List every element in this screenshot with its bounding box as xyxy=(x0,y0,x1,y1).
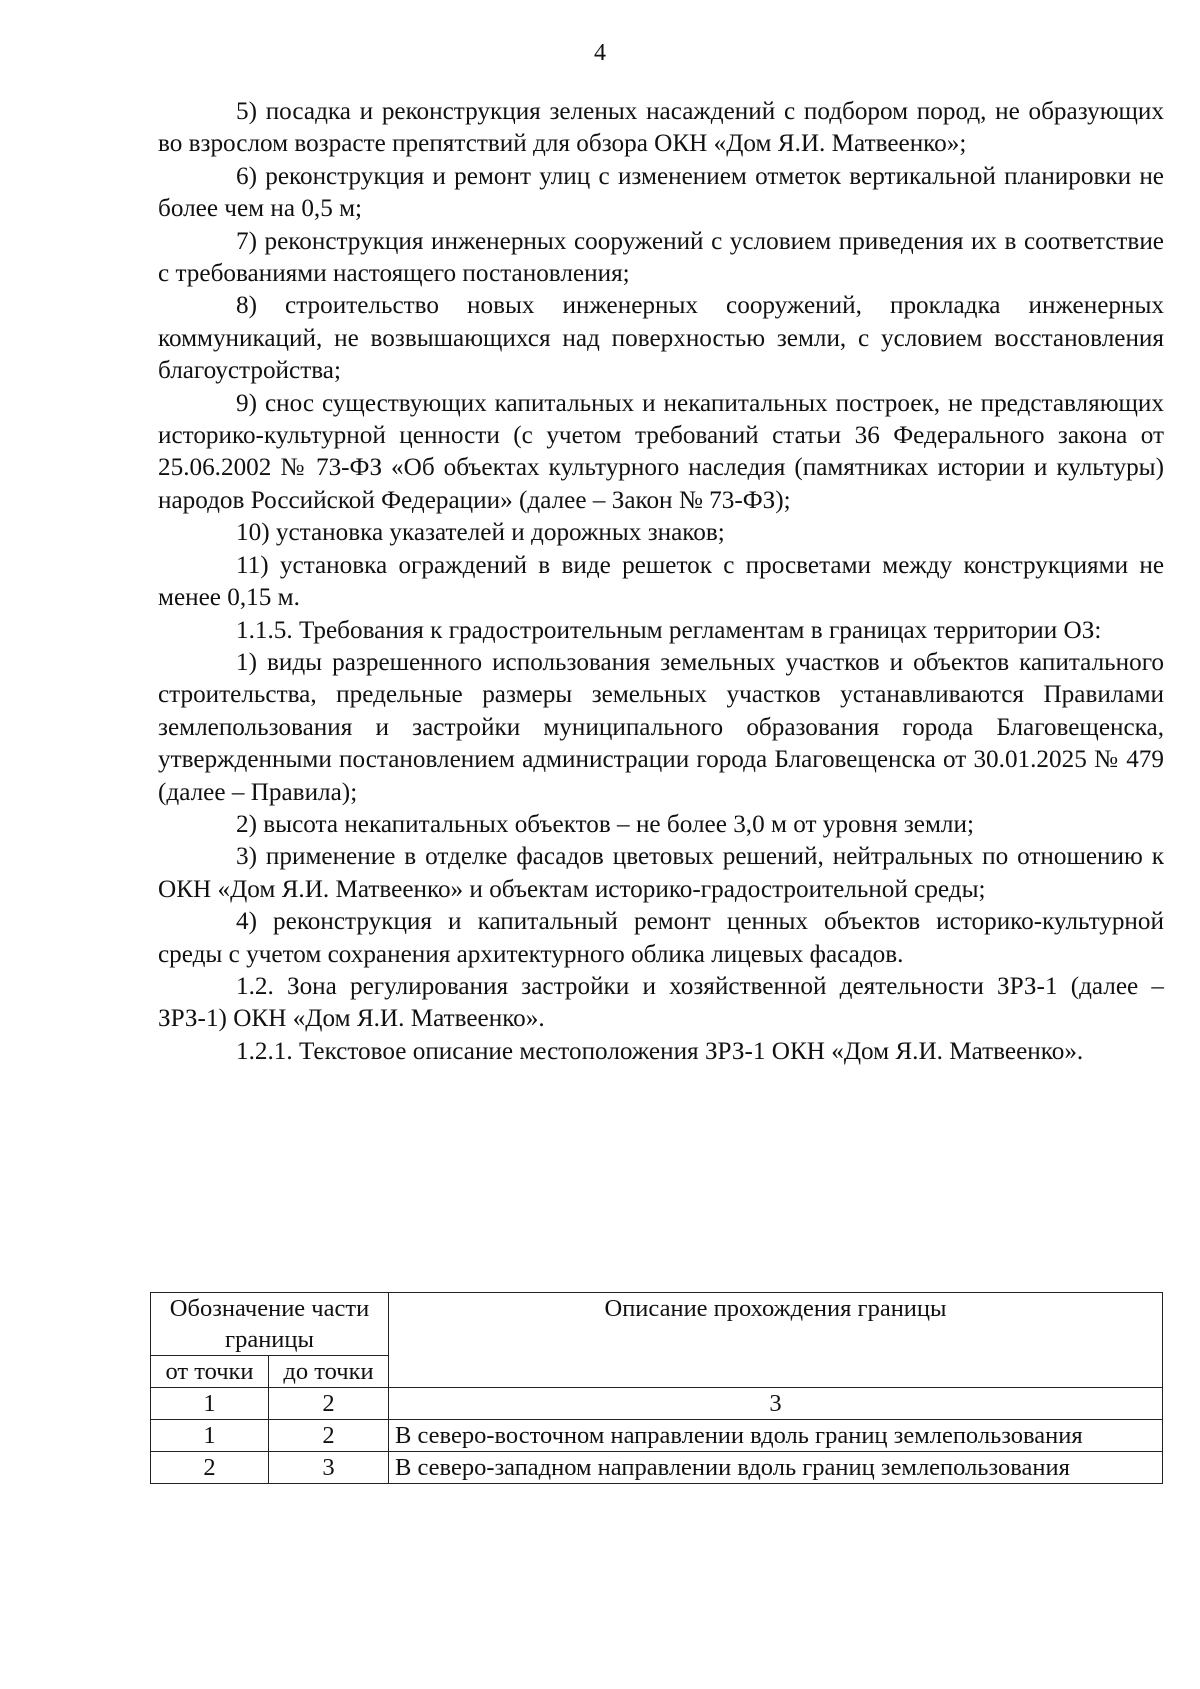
to-point-cell: 3 xyxy=(269,1452,389,1484)
section-heading-1-1-5: 1.1.5. Требования к градостроительным регламентам в границах территории ОЗ: xyxy=(236,616,1102,644)
column-number: 3 xyxy=(389,1388,1163,1420)
paragraph-item-7: 7) реконструкция инженерных сооружений с условием приведения их в соответствие с требованиями настоящего постановления; xyxy=(158,227,1164,288)
from-point-cell: 1 xyxy=(151,1420,269,1452)
header-boundary-part: Обозначение части границы xyxy=(151,1293,389,1356)
paragraph-item-10: 10) установка указателей и дорожных знаков; xyxy=(236,519,725,547)
boundary-table-wrapper xyxy=(150,1292,1162,1484)
table-header-row xyxy=(151,1293,1163,1356)
paragraph-requirement-2: 2) высота некапитальных объектов – не более 3,0 м от уровня земли; xyxy=(236,810,974,838)
paragraph-item-11: 11) установка ограждений в виде решеток с просветами между конструкциями не менее 0,15 м. xyxy=(158,551,1164,612)
header-from-point: от точки xyxy=(151,1356,269,1388)
page-number: 4 xyxy=(594,40,606,66)
paragraph-item-8: 8) строительство новых инженерных сооружений, прокладка инженерных коммуникаций, не возвышающихся над поверхностью земли, с условием восстановления благоустройства; xyxy=(158,292,1164,385)
paragraph-requirement-1: 1) виды разрешенного использования земельных участков и объектов капитального строительства, предельные размеры земельных участков устанавливаются Правилами землепользования и застройки муниципального образования города Благовещенска, утвержденными постановлением администрации города Благовещенска от 30.01.2025 № 479 (далее – Правила); xyxy=(158,648,1164,806)
from-point-cell: 2 xyxy=(151,1452,269,1484)
body-text xyxy=(158,96,1164,1068)
header-to-point: до точки xyxy=(269,1356,389,1388)
to-point-cell: 2 xyxy=(269,1420,389,1452)
description-cell: В северо-восточном направлении вдоль границ землепользования xyxy=(389,1420,1163,1452)
section-heading-1-2: 1.2. Зона регулирования застройки и хозяйственной деятельности ЗРЗ-1 (далее – ЗРЗ-1) ОКН «Дом Я.И. Матвеенко». xyxy=(158,972,1164,1033)
paragraph-item-9: 9) снос существующих капитальных и некапитальных построек, не представляющих историко-культурной ценности (с учетом требований статьи 36 Федерального закона от 25.06.2002 № 73-ФЗ «Об объектах культурного наследия (памятниках истории и культуры) народов Российской Федерации» (далее – Закон № 73-ФЗ); xyxy=(158,389,1164,514)
paragraph-requirement-3: 3) применение в отделке фасадов цветовых решений, нейтральных по отношению к ОКН «Дом Я.И. Матвеенко» и объектам историко-градостроительной среды; xyxy=(158,843,1164,903)
header-boundary-description: Описание прохождения границы xyxy=(389,1293,1163,1388)
paragraph-item-6: 6) реконструкция и ремонт улиц с изменением отметок вертикальной планировки не более чем на 0,5 м; xyxy=(158,162,1164,223)
table-row xyxy=(151,1420,1163,1452)
column-number: 1 xyxy=(151,1388,269,1420)
paragraph-requirement-4: 4) реконструкция и капитальный ремонт ценных объектов историко-культурной среды с учетом сохранения архитектурного облика лицевых фасадов. xyxy=(158,908,1164,968)
section-heading-1-2-1: 1.2.1. Текстовое описание местоположения ЗРЗ-1 ОКН «Дом Я.И. Матвеенко». xyxy=(236,1037,1084,1065)
table-column-numbers-row xyxy=(151,1388,1163,1420)
boundary-description-table xyxy=(150,1292,1163,1484)
paragraph-item-5: 5) посадка и реконструкция зеленых насаждений с подбором пород, не образующих во взрослом возрасте препятствий для обзора ОКН «Дом Я.И. Матвеенко»; xyxy=(158,98,1164,158)
description-cell: В северо-западном направлении вдоль границ землепользования xyxy=(389,1452,1163,1484)
table-row xyxy=(151,1452,1163,1484)
column-number: 2 xyxy=(269,1388,389,1420)
